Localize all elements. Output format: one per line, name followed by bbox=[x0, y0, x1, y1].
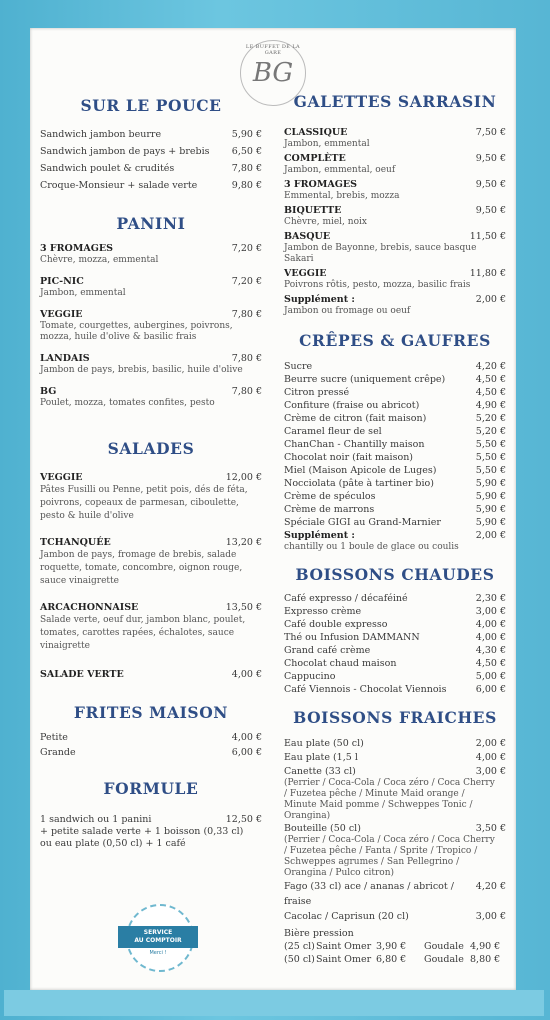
item-price: 4,20 € bbox=[475, 881, 506, 892]
item-price: 11,80 € bbox=[469, 268, 506, 279]
item-name: Fago (33 cl) ace / ananas / abricot / fraise bbox=[284, 881, 454, 907]
item-price: 3,50 € bbox=[475, 823, 506, 834]
item-name: BG bbox=[40, 386, 57, 397]
menu-item bbox=[40, 180, 262, 192]
item-description: chantilly ou 1 boule de glace ou coulis bbox=[284, 542, 459, 552]
item-name: Nocciolata (pâte à tartiner bio) bbox=[284, 478, 434, 489]
menu-item bbox=[284, 438, 506, 451]
menu-item bbox=[284, 670, 506, 683]
item-name: Confiture (fraise ou abricot) bbox=[284, 400, 420, 411]
menu-item bbox=[40, 732, 262, 744]
menu-item bbox=[40, 602, 262, 653]
menu-item bbox=[284, 644, 506, 657]
frame-bottom-edge bbox=[4, 990, 544, 1016]
menu-item bbox=[284, 464, 506, 477]
menu-item bbox=[284, 909, 506, 924]
menu-item bbox=[284, 294, 506, 317]
item-name: Thé ou Infusion DAMMANN bbox=[284, 632, 420, 643]
badge-merci: Merci ! bbox=[149, 950, 167, 956]
menu-item bbox=[284, 683, 506, 696]
item-name: 3 FROMAGES bbox=[284, 179, 357, 190]
menu-item bbox=[284, 451, 506, 464]
item-price: 4,50 € bbox=[475, 374, 506, 385]
item-price: 2,00 € bbox=[475, 294, 506, 305]
item-name: Sandwich jambon beurre bbox=[40, 129, 162, 140]
item-description: (Perrier / Coca-Cola / Coca zéro / Coca Cherry / Fuzetea pêche / Minute Maid orange / Minute Maid pomme / Schweppes Tonic / Orangina) bbox=[284, 778, 495, 821]
item-price: 7,80 € bbox=[231, 386, 262, 397]
item-price: 3,00 € bbox=[475, 911, 506, 922]
logo-monogram: BG bbox=[252, 58, 294, 88]
item-name: PIC-NIC bbox=[40, 276, 84, 287]
menu-item bbox=[40, 747, 262, 759]
item-name: Sandwich jambon de pays + brebis bbox=[40, 146, 210, 157]
item-price: 5,20 € bbox=[475, 426, 506, 437]
item-name: BIQUETTE bbox=[284, 205, 342, 216]
menu-item bbox=[40, 163, 262, 175]
beer-brand: Saint Omer bbox=[316, 954, 372, 965]
item-price: 13,50 € bbox=[225, 602, 262, 613]
beer-size: (25 cl) bbox=[284, 941, 315, 952]
menu-item bbox=[284, 490, 506, 503]
section-title-sur-le-pouce: SUR LE POUCE bbox=[80, 96, 222, 115]
item-name: Supplément : bbox=[284, 294, 355, 305]
item-description: Jambon ou fromage ou oeuf bbox=[284, 306, 411, 316]
item-name: COMPLÈTE bbox=[284, 153, 346, 164]
item-price: 9,50 € bbox=[475, 179, 506, 190]
item-price: 6,50 € bbox=[231, 146, 262, 157]
section-title-boissons-chaudes: BOISSONS CHAUDES bbox=[295, 565, 495, 584]
menu-item bbox=[40, 276, 262, 299]
menu-item bbox=[284, 477, 506, 490]
section-title-panini: PANINI bbox=[116, 214, 186, 233]
menu-item bbox=[284, 231, 506, 265]
item-name: ChanChan - Chantilly maison bbox=[284, 439, 425, 450]
section-title-frites: FRITES MAISON bbox=[73, 703, 229, 722]
item-price: 5,50 € bbox=[475, 452, 506, 463]
right-column bbox=[284, 92, 506, 966]
menu-item bbox=[284, 373, 506, 386]
item-price: 5,90 € bbox=[475, 504, 506, 515]
menu-item bbox=[284, 751, 506, 765]
item-name: Canette (33 cl) bbox=[284, 766, 356, 777]
menu-item bbox=[284, 529, 506, 553]
section-title-boissons-fraiches: BOISSONS FRAICHES bbox=[293, 708, 497, 727]
formule-price: 12,50 € bbox=[225, 814, 262, 825]
logo-arc-text: LE BUFFET DE LA GARE bbox=[245, 44, 301, 56]
beer-price: 4,90 € bbox=[470, 941, 501, 952]
item-name: Croque-Monsieur + salade verte bbox=[40, 180, 198, 191]
item-price: 11,50 € bbox=[469, 231, 506, 242]
item-name: Caramel fleur de sel bbox=[284, 426, 382, 437]
item-description: Chèvre, mozza, emmental bbox=[40, 255, 159, 265]
badge-banner bbox=[118, 926, 198, 948]
item-description: (Perrier / Coca-Cola / Coca zéro / Coca Cherry / Fuzetea pêche / Fanta / Sprite / Tropico / Schweppes agrumes / San Pellegrino / Orangina / Pulco citron) bbox=[284, 835, 495, 878]
beer-title: Bière pression bbox=[284, 928, 354, 939]
item-price: 7,20 € bbox=[231, 276, 262, 287]
beer-brand: Goudale bbox=[424, 954, 464, 965]
section-title-galettes: GALETTES SARRASIN bbox=[293, 92, 497, 111]
item-price: 7,80 € bbox=[231, 309, 262, 320]
item-name: Expresso crème bbox=[284, 606, 362, 617]
menu-item bbox=[284, 822, 506, 879]
menu-item bbox=[284, 386, 506, 399]
item-name: Grand café crème bbox=[284, 645, 371, 656]
item-description: Chèvre, miel, noix bbox=[284, 217, 367, 227]
menu-item bbox=[284, 592, 506, 605]
menu-item bbox=[40, 669, 262, 681]
item-price: 5,90 € bbox=[475, 491, 506, 502]
formule-line-2: + petite salade verte + 1 boisson (0,33 cl) bbox=[40, 826, 244, 837]
item-name: Spéciale GIGI au Grand-Marnier bbox=[284, 517, 441, 528]
beer-price: 6,80 € bbox=[376, 954, 407, 965]
item-price: 9,80 € bbox=[231, 180, 262, 191]
item-description: Tomate, courgettes, aubergines, poivrons, mozza, huile d'olive & basilic frais bbox=[40, 321, 233, 342]
item-name: Citron pressé bbox=[284, 387, 350, 398]
item-name: 3 FROMAGES bbox=[40, 243, 113, 254]
item-price: 7,50 € bbox=[475, 127, 506, 138]
item-price: 4,20 € bbox=[475, 361, 506, 372]
item-description: Jambon de Bayonne, brebis, sauce basque Sakari bbox=[284, 243, 477, 264]
item-price: 7,80 € bbox=[231, 163, 262, 174]
badge-line-2: AU COMPTOIR bbox=[134, 936, 182, 944]
item-price: 5,90 € bbox=[231, 129, 262, 140]
item-description: Jambon, emmental bbox=[40, 288, 126, 298]
item-description: Emmental, brebis, mozza bbox=[284, 191, 400, 201]
item-name: Crème de marrons bbox=[284, 504, 375, 515]
item-price: 7,80 € bbox=[231, 353, 262, 364]
item-price: 7,20 € bbox=[231, 243, 262, 254]
item-price: 9,50 € bbox=[475, 205, 506, 216]
menu-item bbox=[40, 472, 262, 523]
item-price: 4,30 € bbox=[475, 645, 506, 656]
service-au-comptoir-badge bbox=[118, 904, 198, 966]
item-name: Crème de spéculos bbox=[284, 491, 376, 502]
menu-item bbox=[40, 386, 262, 409]
menu-item bbox=[284, 205, 506, 228]
section-title-salades: SALADES bbox=[107, 439, 195, 458]
item-price: 6,00 € bbox=[231, 747, 262, 758]
section-title-crepes: CRÊPES & GAUFRES bbox=[299, 331, 491, 350]
menu-item bbox=[284, 605, 506, 618]
menu-item bbox=[40, 353, 262, 376]
item-name: Eau plate (50 cl) bbox=[284, 738, 364, 749]
beer-row bbox=[284, 953, 506, 966]
menu-item bbox=[284, 631, 506, 644]
menu-item bbox=[284, 737, 506, 751]
menu-item bbox=[284, 618, 506, 631]
item-name: Sucre bbox=[284, 361, 313, 372]
beer-brand: Saint Omer bbox=[316, 941, 372, 952]
beer-size: (50 cl) bbox=[284, 954, 315, 965]
item-name: Crème de citron (fait maison) bbox=[284, 413, 427, 424]
menu-item bbox=[40, 243, 262, 266]
item-name: Eau plate (1,5 l bbox=[284, 752, 358, 763]
item-name: VEGGIE bbox=[40, 309, 83, 320]
item-name: Cacolac / Caprisun (20 cl) bbox=[284, 911, 409, 922]
item-name: Cappucino bbox=[284, 671, 336, 682]
menu-item bbox=[284, 657, 506, 670]
menu-item bbox=[284, 179, 506, 202]
item-price: 5,90 € bbox=[475, 478, 506, 489]
formule-line-3: ou eau plate (0,50 cl) + 1 café bbox=[40, 838, 186, 849]
item-name: Grande bbox=[40, 747, 76, 758]
formule-line bbox=[40, 826, 262, 838]
menu-item bbox=[284, 425, 506, 438]
formule-line bbox=[40, 814, 262, 826]
menu-item bbox=[284, 268, 506, 291]
item-price: 4,00 € bbox=[231, 732, 262, 743]
item-price: 3,00 € bbox=[475, 606, 506, 617]
item-name: Bouteille (50 cl) bbox=[284, 823, 361, 834]
menu-item bbox=[40, 146, 262, 158]
item-description: Salade verte, oeuf dur, jambon blanc, poulet, tomates, carottes rapées, échalotes, sauce vinaigrette bbox=[40, 615, 246, 651]
item-description: Jambon, emmental, oeuf bbox=[284, 165, 396, 175]
item-price: 2,30 € bbox=[475, 593, 506, 604]
item-name: Café Viennois - Chocolat Viennois bbox=[284, 684, 447, 695]
item-price: 13,20 € bbox=[225, 537, 262, 548]
menu-item bbox=[284, 516, 506, 529]
menu-item bbox=[284, 127, 506, 150]
beer-row bbox=[284, 940, 506, 953]
beer-brand: Goudale bbox=[424, 941, 464, 952]
item-price: 4,50 € bbox=[475, 387, 506, 398]
menu-item bbox=[284, 765, 506, 822]
item-price: 9,50 € bbox=[475, 153, 506, 164]
item-description: Jambon de pays, fromage de brebis, salade roquette, tomate, concombre, oignon rouge, sauce vinaigrette bbox=[40, 550, 243, 586]
item-name: LANDAIS bbox=[40, 353, 90, 364]
menu-item bbox=[284, 412, 506, 425]
item-description: Jambon, emmental bbox=[284, 139, 370, 149]
item-name: VEGGIE bbox=[40, 472, 83, 483]
badge-line-1: SERVICE bbox=[143, 929, 173, 936]
item-name: Sandwich poulet & crudités bbox=[40, 163, 175, 174]
item-name: Supplément : bbox=[284, 530, 355, 541]
item-price: 4,00 € bbox=[475, 619, 506, 630]
item-price: 4,00 € bbox=[475, 632, 506, 643]
item-price: 2,00 € bbox=[475, 530, 506, 541]
formule-line-1: 1 sandwich ou 1 panini bbox=[40, 814, 152, 825]
menu-item bbox=[40, 537, 262, 588]
item-price: 2,00 € bbox=[475, 738, 506, 749]
item-price: 3,00 € bbox=[475, 766, 506, 777]
item-name: Petite bbox=[40, 732, 68, 743]
item-name: Chocolat noir (fait maison) bbox=[284, 452, 414, 463]
section-title-formule: FORMULE bbox=[103, 779, 199, 798]
item-name: Beurre sucre (uniquement crêpe) bbox=[284, 374, 446, 385]
item-name: SALADE VERTE bbox=[40, 669, 124, 680]
item-price: 12,00 € bbox=[225, 472, 262, 483]
item-price: 4,00 € bbox=[231, 669, 262, 680]
left-column bbox=[40, 96, 262, 850]
item-name: Miel (Maison Apicole de Luges) bbox=[284, 465, 437, 476]
item-price: 5,90 € bbox=[475, 517, 506, 528]
item-name: Café expresso / décaféiné bbox=[284, 593, 408, 604]
item-description: Poulet, mozza, tomates confites, pesto bbox=[40, 398, 215, 408]
item-price: 5,50 € bbox=[475, 439, 506, 450]
item-price: 4,00 € bbox=[475, 752, 506, 763]
menu-item bbox=[284, 503, 506, 516]
menu-item bbox=[284, 879, 506, 909]
item-name: TCHANQUÉE bbox=[40, 537, 111, 548]
beer-price: 3,90 € bbox=[376, 941, 407, 952]
menu-item bbox=[284, 399, 506, 412]
item-name: CLASSIQUE bbox=[284, 127, 348, 138]
item-description: Poivrons rôtis, pesto, mozza, basilic frais bbox=[284, 280, 471, 290]
item-name: Chocolat chaud maison bbox=[284, 658, 397, 669]
item-name: Café double expresso bbox=[284, 619, 388, 630]
menu-item bbox=[284, 153, 506, 176]
formule-line bbox=[40, 838, 262, 850]
menu-item bbox=[40, 309, 262, 343]
item-price: 5,00 € bbox=[475, 671, 506, 682]
item-price: 5,20 € bbox=[475, 413, 506, 424]
item-price: 6,00 € bbox=[475, 684, 506, 695]
beer-price: 8,80 € bbox=[470, 954, 501, 965]
item-price: 4,90 € bbox=[475, 400, 506, 411]
menu-item bbox=[284, 360, 506, 373]
item-name: VEGGIE bbox=[284, 268, 327, 279]
item-name: BASQUE bbox=[284, 231, 331, 242]
item-price: 4,50 € bbox=[475, 658, 506, 669]
item-description: Jambon de pays, brebis, basilic, huile d'olive bbox=[40, 365, 243, 375]
item-price: 5,50 € bbox=[475, 465, 506, 476]
menu-item bbox=[40, 129, 262, 141]
item-description: Pâtes Fusilli ou Penne, petit pois, dés de féta, poivrons, copeaux de parmesan, ciboulette, pesto & huile d'olive bbox=[40, 485, 248, 521]
item-name: ARCACHONNAISE bbox=[40, 602, 139, 613]
